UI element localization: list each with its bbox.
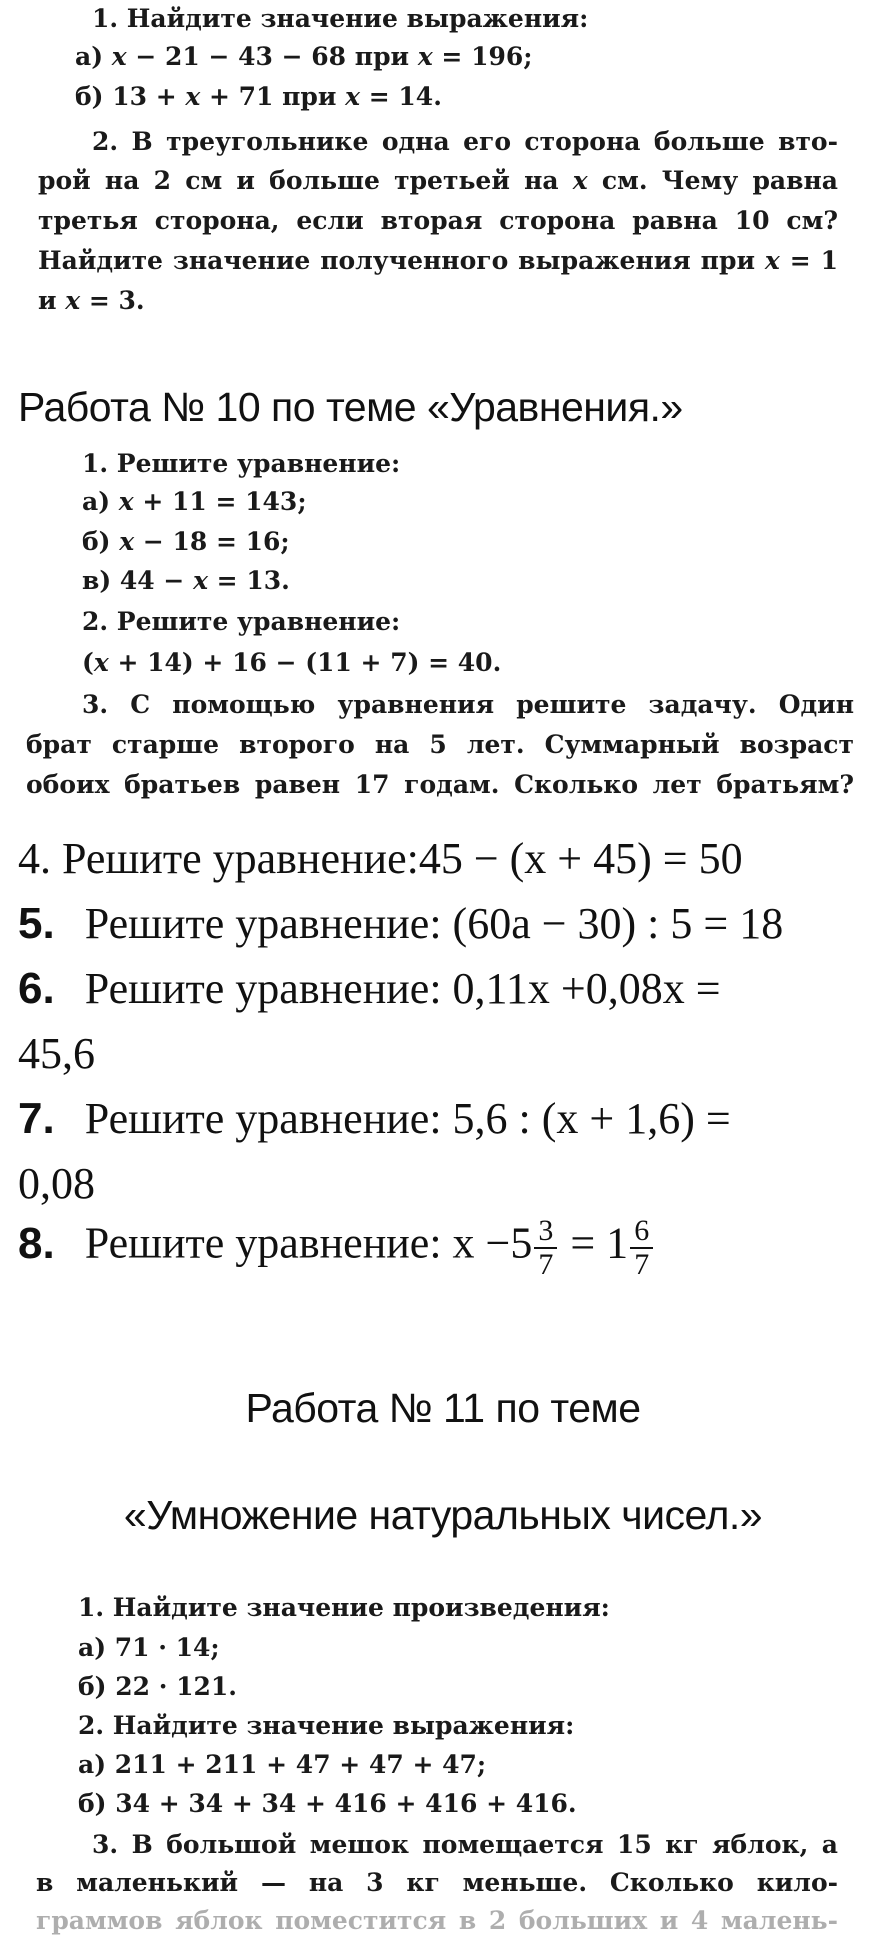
- task-7-continued: 0,08: [18, 1159, 95, 1208]
- problem-2-line-2: рой на 2 см и больше третьей на x см. Чему равна: [38, 166, 838, 195]
- task-8: 8. Решите уравнение: x −5 $\frac{3}{7}$ = 1 $\frac{6}{7}$: [18, 1215, 655, 1280]
- work-10-heading: Работа № 10 по теме «Уравнения.»: [18, 384, 683, 430]
- task-2-equation: (x + 14) + 16 − (11 + 7) = 40.: [82, 648, 502, 677]
- task-3-line-3: обоих братьев равен 17 годам. Сколько лет братьям?: [26, 770, 854, 799]
- task-3-line-1: 3. С помощью уравнения решите задачу. Один: [82, 690, 854, 719]
- task-6: 6. Решите уравнение: 0,11x +0,08x =: [18, 964, 721, 1013]
- work-11-heading-line-1: Работа № 11 по теме: [245, 1385, 641, 1431]
- problem-2-line-1: 2. В треугольнике одна его сторона больше вто-: [92, 127, 838, 156]
- problem-11-3-line-3: граммов яблок поместится в 2 больших и 4 малень-: [36, 1906, 838, 1935]
- fraction-6-7: $\frac{6}{7}$: [630, 1215, 653, 1280]
- work-11-heading-line-2: «Умножение натуральных чисел.»: [123, 1492, 763, 1538]
- task-1a: а) x + 11 = 143;: [82, 487, 307, 516]
- problem-11-2a: а) 211 + 211 + 47 + 47 + 47;: [78, 1750, 487, 1779]
- task-1c: в) 44 − x = 13.: [82, 566, 290, 595]
- task-1-title: 1. Решите уравнение:: [82, 449, 401, 478]
- problem-2-line-3: третья сторона, если вторая сторона равна 10 см?: [38, 206, 838, 235]
- task-3-line-2: брат старше второго на 5 лет. Суммарный возраст: [26, 730, 854, 759]
- problem-11-1b: б) 22 · 121.: [78, 1672, 237, 1701]
- problem-2-line-4: Найдите значение полученного выражения при x = 1: [38, 246, 839, 275]
- problem-2-line-5: и x = 3.: [38, 286, 145, 315]
- problem-11-1-title: 1. Найдите значение произведения:: [78, 1593, 610, 1622]
- problem-11-3-line-1: 3. В большой мешок помещается 15 кг яблок, а: [92, 1830, 838, 1859]
- task-1b: б) x − 18 = 16;: [82, 527, 290, 556]
- problem-1b: б) 13 + x + 71 при x = 14.: [75, 82, 442, 111]
- problem-1a: а) x − 21 − 43 − 68 при x = 196;: [75, 42, 533, 71]
- problem-11-2-title: 2. Найдите значение выражения:: [78, 1711, 575, 1740]
- task-7: 7. Решите уравнение: 5,6 : (x + 1,6) =: [18, 1094, 731, 1143]
- problem-11-1a: а) 71 · 14;: [78, 1633, 220, 1662]
- problem-11-3-line-2: в маленький — на 3 кг меньше. Сколько кило-: [36, 1868, 838, 1897]
- fraction-3-7: $\frac{3}{7}$: [534, 1215, 557, 1280]
- task-6-continued: 45,6: [18, 1029, 95, 1078]
- problem-11-2b: б) 34 + 34 + 34 + 416 + 416 + 416.: [78, 1789, 577, 1818]
- task-5: 5. Решите уравнение: (60a − 30) : 5 = 18: [18, 899, 784, 948]
- problem-1-title: 1. Найдите значение выражения:: [92, 4, 589, 33]
- task-4: 4. Решите уравнение:45 − (x + 45) = 50: [18, 834, 743, 883]
- task-2-title: 2. Решите уравнение:: [82, 607, 401, 636]
